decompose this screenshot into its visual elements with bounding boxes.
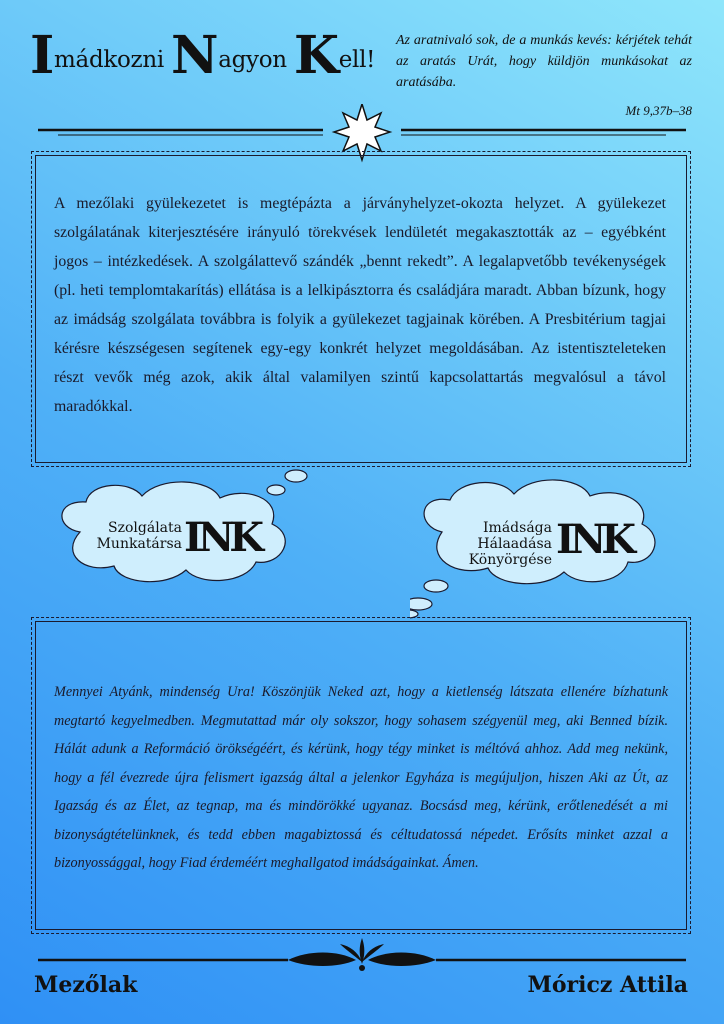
cloud-left-line-2: Munkatársa — [96, 536, 182, 552]
cloud-left-ink: INK — [184, 514, 260, 561]
bible-reference: Mt 9,37b–38 — [625, 103, 692, 118]
cloud-right-line-2: Hálaadása — [477, 536, 552, 552]
cloud-right-line-1: Imádsága — [483, 520, 552, 536]
cloud-left-text — [78, 520, 182, 552]
article-text: A mezőlaki gyülekezetet is megtépázta a járványhelyzet-okozta helyzet. A gyülekezet szolgálatának kiterjesztésére irányuló törekvések lendületét megakasztották az – egyébként jogos – intézkedések. A szolgálattevő szándék „bennt rekedt”. A legalapvetőbb tevékenységek (pl. heti templomtakarítás) ellátása is a lelkipásztorra és családjára maradt. Abban bízunk, hogy az imádság szolgálata továbbra is folyik a gyülekezet tagjainak körében. A Presbitérium tagjai kérésre készségesen segítenek egy-egy konkrét helyzet megoldásában. Az istentiszteleteken részt vevők még azok, akik által valamilyen szintű kapcsolattartás megvalósul a távol maradókkal. — [54, 195, 666, 415]
title-initial-3: K — [293, 25, 339, 86]
cloud-left-line-1: Szolgálata — [108, 520, 182, 536]
cloud-right-line-3: Könyörgése — [468, 552, 552, 568]
prayer-text: Mennyei Atyánk, mindenség Ura! Köszönjük Neked azt, hogy a kietlenség látszata ellenére bízhatunk megtartó kegyelmedben. Megmutattad már oly sokszor, hogy sohasem szégyenül meg, aki Benned bízik. Hálát adunk a Reformáció örökségéért, és kérünk, hogy tégy minket is méltóvá ahhoz. Add meg nekünk, hogy a fél évezrede újra felismert igazság által a jelenkor Egyháza is megújuljon, hiszen Aki az Út, az Igazság és az Élet, az tegnap, ma és mindörökké ugyanaz. Bocsásd meg, kérünk, erőtlenedését a mi bizonyságtételünknek, és tedd ebben magabiztossá és céltudatossá népedet. Erősíts minket azzal a bizonyossággal, hogy Fiad érdeméért meghallgatod imádságainkat. Ámen. — [54, 684, 668, 871]
title-word-2: agyon — [218, 47, 287, 73]
leaf-scroll-ornament-icon — [38, 938, 686, 974]
title-word-1: mádkozni — [54, 47, 164, 73]
title-word-3: ell! — [338, 47, 376, 73]
footer-author: Móricz Attila — [527, 972, 688, 998]
page-title — [30, 25, 376, 90]
footer-location: Mezőlak — [34, 972, 138, 998]
cloud-right-text — [448, 520, 552, 568]
title-initial-1: I — [30, 25, 55, 86]
cloud-right-ink: INK — [556, 516, 632, 563]
title-initial-2: N — [170, 25, 219, 86]
bible-quote: Az aratnivaló sok, de a munkás kevés: kérjétek tehát az aratás Urát, hogy küldjön munkásokat az aratásába. — [396, 33, 692, 90]
article-box — [35, 155, 687, 463]
prayer-box — [35, 621, 687, 930]
